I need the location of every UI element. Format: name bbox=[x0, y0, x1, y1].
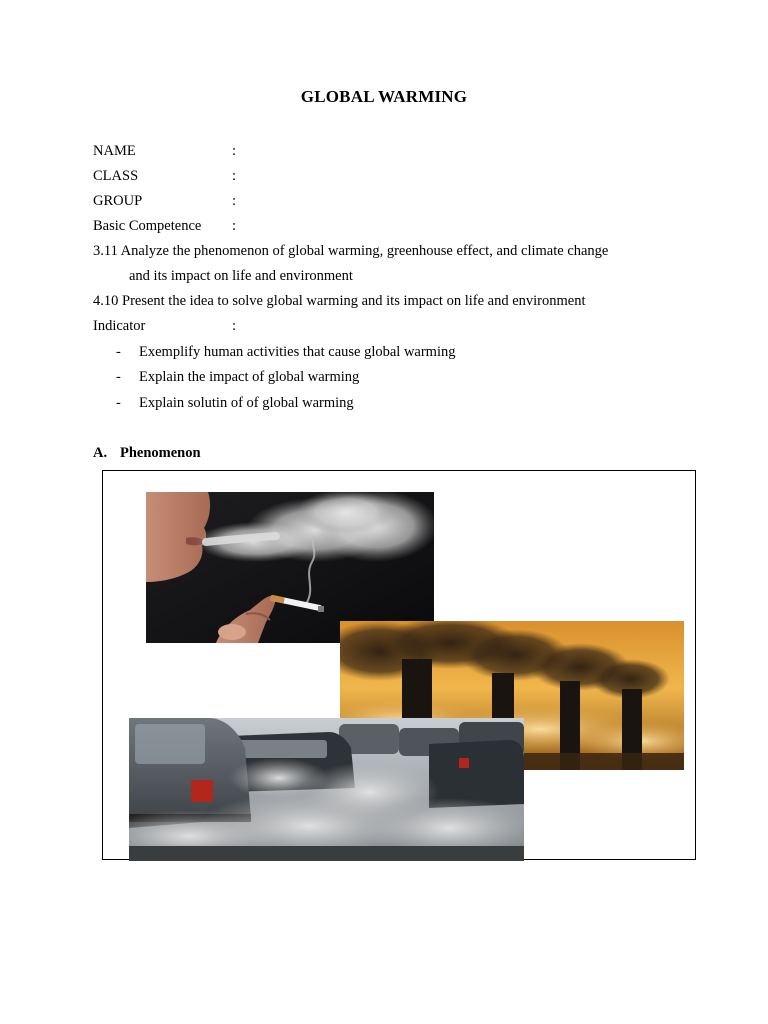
field-separator-class: : bbox=[232, 168, 237, 184]
car-exhaust-traffic-photo bbox=[129, 718, 524, 861]
section-title: Phenomenon bbox=[120, 445, 201, 461]
field-label-group: GROUP bbox=[93, 193, 143, 209]
section-heading-phenomenon bbox=[93, 444, 201, 462]
document-title: GLOBAL WARMING bbox=[300, 87, 468, 106]
indicator-item: Exemplify human activities that cause global warming bbox=[139, 344, 456, 360]
section-letter: A. bbox=[93, 445, 108, 461]
indicator-separator: : bbox=[232, 318, 237, 334]
indicator-label: Indicator bbox=[93, 318, 146, 334]
competence-3-11-line-2: and its impact on life and environment bbox=[129, 268, 353, 284]
field-separator-group: : bbox=[232, 193, 237, 209]
field-label-basic-competence: Basic Competence bbox=[93, 218, 202, 234]
competence-3-11-line-1: 3.11 Analyze the phenomenon of global warming, greenhouse effect, and climate change bbox=[93, 243, 609, 259]
indicator-item: Explain the impact of global warming bbox=[139, 369, 360, 385]
field-separator-name: : bbox=[232, 143, 237, 159]
indicator-bullet-dash: - bbox=[116, 369, 121, 385]
field-label-name: NAME bbox=[93, 143, 136, 159]
competence-4-10: 4.10 Present the idea to solve global warming and its impact on life and environment bbox=[93, 293, 586, 309]
field-label-class: CLASS bbox=[93, 168, 139, 184]
indicator-bullet-dash: - bbox=[116, 344, 121, 360]
field-separator-basic-competence: : bbox=[232, 218, 237, 234]
indicator-bullet-dash: - bbox=[116, 395, 121, 411]
indicator-item: Explain solutin of of global warming bbox=[139, 395, 354, 411]
